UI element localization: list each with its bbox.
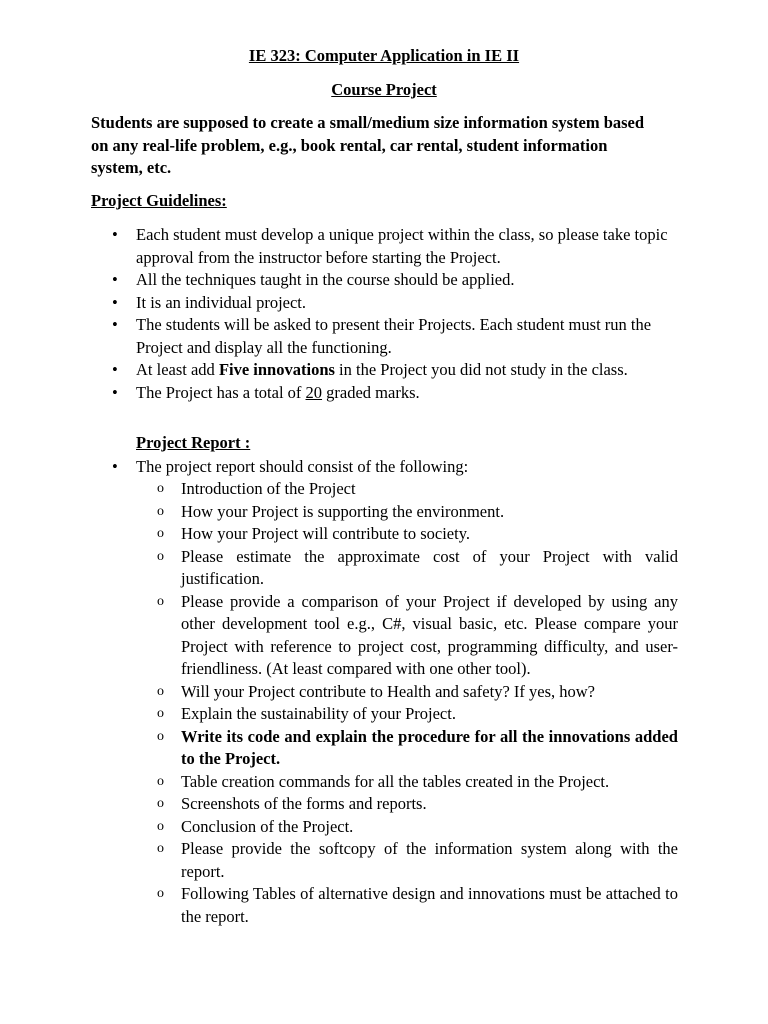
sub-list-item [157, 726, 678, 771]
guidelines-list [112, 224, 680, 404]
sub-list-item: o Introduction of the Project [181, 478, 678, 501]
circle-bullet-icon: o [157, 683, 164, 699]
list-item: • It is an individual project. [136, 292, 680, 315]
report-heading: Project Report : [136, 433, 251, 452]
circle-bullet-icon: o [157, 728, 164, 744]
list-item: • The students will be asked to present their Projects. Each student must run the Project and display all the functioning. [112, 315, 652, 357]
bullet-icon: • [112, 315, 118, 334]
circle-bullet-icon: o [157, 886, 164, 901]
circle-bullet-icon: o [157, 548, 164, 564]
circle-bullet-icon: o [157, 481, 164, 496]
circle-bullet-icon: o [157, 773, 164, 789]
page-title: IE 323: Computer Application in IE II [248, 46, 520, 65]
list-item: • The project report should consist of the following: [136, 456, 680, 479]
report-list [112, 456, 680, 479]
circle-bullet-icon: o [157, 593, 164, 609]
intro-paragraph: Students are supposed to create a small/medium size information system based on any real-life problem, e.g., book rental, car rental, student information system, etc. [91, 113, 645, 177]
list-item: • At least add Five innovations in the Project you did not study in the class. [136, 359, 680, 382]
bullet-icon: • [112, 360, 118, 379]
page-subtitle: Course Project [331, 80, 437, 99]
bullet-icon: • [112, 225, 118, 244]
bullet-icon: • [112, 270, 118, 289]
circle-bullet-icon: o [157, 818, 164, 834]
circle-bullet-icon: o [157, 706, 164, 721]
code-emphasis: Write its code and explain the procedure for all the innovations added to the Project. [181, 726, 678, 768]
sub-list-item: o Please provide the softcopy of the information system along with the report. [157, 839, 678, 881]
list-item: • All the techniques taught in the course should be applied. [136, 269, 680, 292]
marks-value: 20 [305, 382, 323, 402]
sub-list-item: o Following Tables of alternative design and innovations must be attached to the report. [157, 884, 678, 926]
sub-list-item: o How your Project is supporting the environment. [181, 501, 678, 524]
sub-list-item: o Please provide a comparison of your Project if developed by using any other development tool e.g., C#, visual basic, etc. Please compare your Project with reference to project cost, programming difficulty, and user-friendliness. (At least compared with one other tool). [157, 591, 678, 678]
bullet-icon: • [112, 382, 118, 402]
sub-list-item: o Please estimate the approximate cost of your Project with valid justification. [157, 546, 678, 588]
circle-bullet-icon: o [157, 526, 164, 541]
sub-list-item: o Table creation commands for all the tables created in the Project. [181, 771, 678, 794]
sub-list-item: o Conclusion of the Project. [181, 816, 678, 839]
circle-bullet-icon: o [157, 796, 164, 811]
guidelines-heading: Project Guidelines: [91, 191, 227, 210]
circle-bullet-icon: o [157, 503, 164, 519]
circle-bullet-icon: o [157, 841, 164, 856]
list-item: • The Project has a total of 20 graded marks. [136, 382, 680, 405]
sub-list-item: o Screenshots of the forms and reports. [181, 793, 678, 816]
report-sub-list [157, 478, 678, 928]
bullet-icon: • [112, 457, 118, 476]
innovations-emphasis: Five innovations [218, 360, 335, 379]
sub-list-item: o Will your Project contribute to Health and safety? If yes, how? [181, 681, 678, 704]
bullet-icon: • [112, 292, 118, 312]
sub-list-item: o How your Project will contribute to society. [181, 523, 678, 546]
sub-list-item: o Explain the sustainability of your Project. [181, 703, 678, 726]
list-item: • Each student must develop a unique project within the class, so please take topic approval from the instructor before starting the Project. [112, 225, 668, 267]
